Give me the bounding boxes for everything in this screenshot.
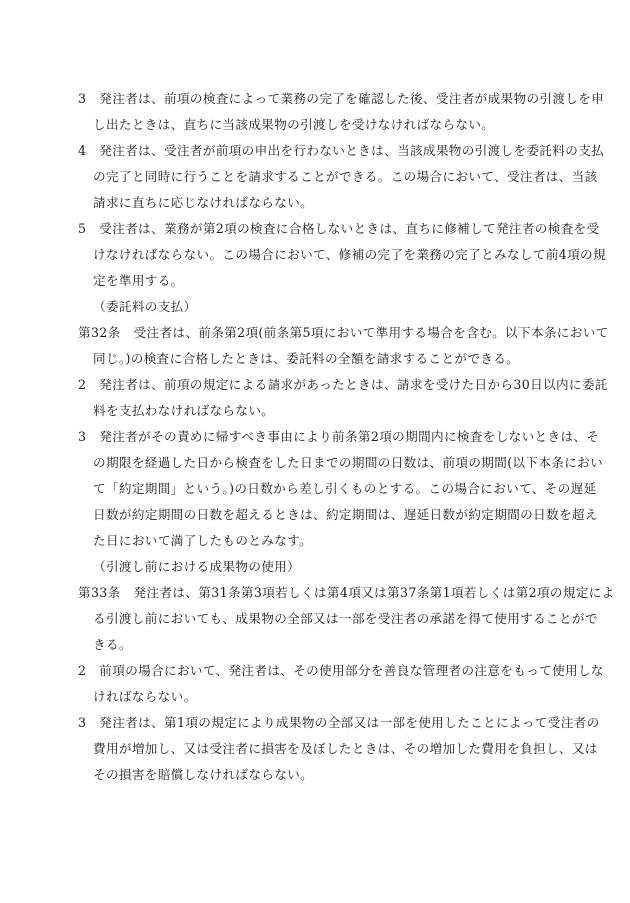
- text-line: の完了と同時に行うことを請求することができる。この場合において、受注者は、当該: [93, 169, 598, 184]
- text-line: 3 発注者は、前項の検査によって業務の完了を確認した後、受注者が成果物の引渡しを申: [78, 91, 605, 106]
- text-line: 請求に直ちに応じなければならない。: [93, 195, 314, 210]
- text-line: る引渡し前においても、成果物の全部又は一部を受注者の承諾を得て使用することがで: [93, 611, 598, 626]
- text-line: （委託料の支払）: [93, 299, 197, 314]
- text-line: し出たときは、直ちに当該成果物の引渡しを受けなければならない。: [93, 117, 495, 132]
- text-line: の期限を経過した日から検査をした日までの期間の日数は、前項の期間(以下本条におい: [93, 455, 604, 470]
- text-line: た日において満了したものとみなす。: [93, 533, 313, 548]
- text-line: 5 受注者は、業務が第2項の検査に合格しないときは、直ちに修補して発注者の検査を受: [78, 221, 600, 236]
- text-line: その損害を賠償しなければならない。: [93, 767, 314, 782]
- text-line: て「約定期間」という。)の日数から差し引くものとする。この場合において、その遅延: [93, 481, 597, 496]
- text-line: 料を支払わなければならない。: [93, 403, 275, 418]
- text-line: 3 発注者は、第1項の規定により成果物の全部又は一部を使用したことによって受注者の: [78, 715, 600, 730]
- text-line: きる。: [93, 637, 132, 652]
- text-line: 3 発注者がその責めに帰すべき事由により前条第2項の期間内に検査をしないときは、そ: [78, 429, 600, 444]
- text-line: 費用が増加し、又は受注者に損害を及ぼしたときは、その増加した費用を負担し、又は: [93, 741, 598, 756]
- text-line: 2 発注者は、前項の規定による請求があったときは、請求を受けた日から30日以内に委託: [78, 377, 608, 392]
- text-line: けなければならない。この場合において、修補の完了を業務の完了とみなして前4項の規: [93, 247, 606, 262]
- text-line: 日数が約定期間の日数を超えるときは、約定期間は、遅延日数が約定期間の日数を超え: [93, 507, 598, 522]
- text-line: 第33条 発注者は、第31条第3項若しくは第4項又は第37条第1項若しくは第2項の規定によ: [78, 585, 615, 600]
- text-line: 第32条 受注者は、前条第2項(前条第5項において準用する場合を含む。以下本条において: [78, 325, 609, 340]
- text-line: 定を準用する。: [93, 273, 184, 288]
- text-line: （引渡し前における成果物の使用）: [93, 559, 301, 574]
- text-line: ければならない。: [93, 689, 197, 704]
- text-line: 2 前項の場合において、発注者は、その使用部分を善良な管理者の注意をもって使用しな: [78, 663, 604, 678]
- text-line: 4 発注者は、受注者が前項の申出を行わないときは、当該成果物の引渡しを委託料の支払: [78, 143, 605, 158]
- text-line: 同じ。)の検査に合格したときは、委託料の全額を請求することができる。: [93, 351, 520, 366]
